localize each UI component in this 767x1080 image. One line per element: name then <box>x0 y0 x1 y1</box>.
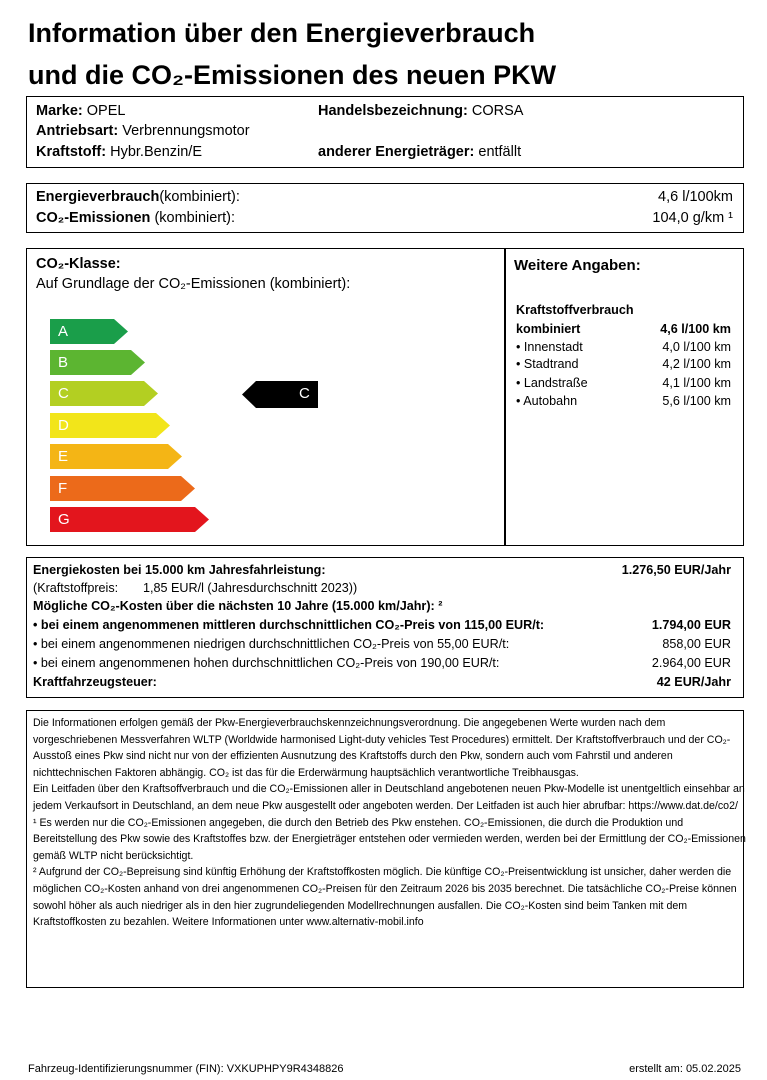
co2-kosten-heading: Mögliche CO₂-Kosten über die nächsten 10 Jahre (15.000 km/Jahr): ² <box>33 599 443 613</box>
co2-class-subheading: Auf Grundlage der CO₂-Emissionen (kombiniert): <box>36 276 351 292</box>
kraftstoffverbrauch-heading: Kraftstoffverbrauch <box>516 303 634 317</box>
class-label-g: G <box>58 511 70 528</box>
energiekosten-value: 1.276,50 EUR/Jahr <box>621 563 731 577</box>
anderer-label: anderer Energieträger: <box>318 144 475 160</box>
current-class-label: C <box>299 385 310 402</box>
anderer-value: entfällt <box>478 144 522 160</box>
erstellt-label: erstellt am: <box>629 1063 683 1075</box>
co2-value: 104,0 g/km ¹ <box>652 210 733 226</box>
antrieb-row <box>36 123 250 139</box>
page-title <box>28 12 556 96</box>
class-label-b: B <box>58 354 69 371</box>
landstrasse-value: 4,1 l/100 km <box>662 376 731 390</box>
co2-label: CO₂-Emissionen <box>36 210 151 226</box>
steuer-label: Kraftfahrzeugsteuer: <box>33 675 157 689</box>
marke-value: OPEL <box>86 103 126 119</box>
class-label-f: F <box>58 480 68 497</box>
handel-row <box>318 103 523 119</box>
kombiniert-value: 4,6 l/100 km <box>660 322 731 336</box>
autobahn-label: • Autobahn <box>516 394 578 408</box>
co2-row <box>36 210 235 226</box>
erstellt-row <box>629 1063 741 1075</box>
co2-class-heading: CO₂-Klasse: <box>36 256 121 272</box>
antrieb-label: Antriebsart: <box>36 123 119 139</box>
stadtrand-value: 4,2 l/100 km <box>662 357 731 371</box>
fin-row <box>28 1063 343 1075</box>
box-divider <box>504 248 506 546</box>
note-paragraph-3: ¹ Es werden nur die CO₂-Emissionen angegeben, die durch den Betrieb des Pkw enstehen. CO₂-Emissionen, die durch die Produktion und Bereitstellung des Pkw sowie des Kraftstoffes bzw. der Energieträger entstehen oder vermieden werden, werden bei der Ermittlung der CO₂-Emissionen gemäß WLTP nicht berücksichtigt. <box>33 816 746 862</box>
current-class-indicator <box>242 381 318 408</box>
erstellt-value: 05.02.2025 <box>685 1063 741 1075</box>
energie-row <box>36 189 240 205</box>
kraftstoff-label: Kraftstoff: <box>36 144 107 160</box>
mittel-value: 1.794,00 EUR <box>651 618 731 632</box>
energie-value: 4,6 l/100km <box>658 189 733 205</box>
handel-label: Handelsbezeichnung: <box>318 103 468 119</box>
note-paragraph-4: ² Aufgrund der CO₂-Bepreisung sind künftig Erhöhung der Kraftstoffkosten möglich. Die künftige CO₂-Preisentwicklung ist unsicher, daher werden die möglichen CO₂-Kosten anhand von drei angenommenen CO₂-Preisen für den Zeitraum 2026 bis 2035 berechnet. Die tatsächliche CO₂-Preise können sowohl höher als auch niedriger als in den hier zugrundeliegenden Modellrechnungen ausfallen. Die CO₂-Kosten sind beim Tanken mit dem Kraftstoffkosten zu bezahlen. Weitere Informationen unter www.alternativ-mobil.info <box>33 866 737 929</box>
landstrasse-label: • Landstraße <box>516 376 588 390</box>
hoch-label: • bei einem angenommenen hohen durchschnittlichen CO₂-Preis von 190,00 EUR/t: <box>33 656 500 670</box>
niedrig-value: 858,00 EUR <box>662 637 731 651</box>
class-label-a: A <box>58 323 69 340</box>
hoch-value: 2.964,00 EUR <box>651 656 731 670</box>
marke-row <box>36 103 125 119</box>
innenstadt-label: • Innenstadt <box>516 340 583 354</box>
title-line-2: und die CO₂-Emissionen des neuen PKW <box>28 60 557 90</box>
title-line-1: Information über den Energieverbrauch <box>28 18 536 48</box>
innenstadt-value: 4,0 l/100 km <box>662 340 731 354</box>
kraftstoff-value: Hybr.Benzin/E <box>110 144 202 160</box>
class-label-c: C <box>58 385 69 402</box>
energie-label: Energieverbrauch <box>36 189 160 205</box>
energie-suffix: (kombiniert): <box>159 189 240 205</box>
class-label-d: D <box>58 417 69 434</box>
energiekosten-label: Energiekosten bei 15.000 km Jahresfahrleistung: <box>33 563 326 577</box>
kraftstoffpreis-label: (Kraftstoffpreis: <box>33 581 119 595</box>
steuer-value: 42 EUR/Jahr <box>656 675 731 689</box>
kraftstoffpreis-value: 1,85 EUR/l (Jahresdurchschnitt 2023)) <box>143 581 358 595</box>
note-paragraph-2: Ein Leitfaden über den Kraftsoffverbrauch und die CO₂-Emissionen aller in Deutschland angebotenen neuen Pkw-Modelle ist unentgeltlich einsehbar an jedem Verkaufsort in Deutschland, an dem neue Pkw ausgestellt oder angeboten werden. Der Leitfaden ist auch hier abrufbar: https://www.dat.de/co2/ <box>33 783 745 812</box>
marke-label: Marke: <box>36 103 83 119</box>
fin-label: Fahrzeug-Identifizierungsnummer (FIN): <box>28 1063 224 1075</box>
antrieb-value: Verbrennungsmotor <box>122 123 250 139</box>
autobahn-value: 5,6 l/100 km <box>662 394 731 408</box>
note-paragraph-1: Die Informationen erfolgen gemäß der Pkw-Energieverbrauchskennzeichnungsverordnung. Die angegebenen Werte wurden nach dem vorgeschriebenen Messverfahren WLTP (Worldwide harmonised Light-duty vehicles Test Procedures) ermittelt. Der Kraftstoffverbrauch und der CO₂-Ausstoß eines Pkw sind nicht nur von der effizienten Ausnutzung des Kraftstoffs durch den Pkw, sondern auch vom Fahrstil und anderen nichttechnischen Faktoren abhängig. CO₂ ist das für die Erderwärmung hauptsächlich verantwortliche Treibhausgas. <box>33 717 731 779</box>
mittel-label: • bei einem angenommenen mittleren durchschnittlichen CO₂-Preis von 115,00 EUR/t: <box>33 618 545 632</box>
stadtrand-label: • Stadtrand <box>516 357 579 371</box>
kombiniert-label: kombiniert <box>516 322 581 336</box>
notes-text <box>33 715 747 931</box>
handel-value: CORSA <box>471 103 524 119</box>
kraftstoff-row <box>36 144 202 160</box>
anderer-row <box>318 144 521 160</box>
co2-suffix: (kombiniert): <box>154 210 236 226</box>
niedrig-label: • bei einem angenommenen niedrigen durchschnittlichen CO₂-Preis von 55,00 EUR/t: <box>33 637 510 651</box>
fin-value: VXKUPHPY9R4348826 <box>226 1063 344 1075</box>
class-label-e: E <box>58 448 69 465</box>
weitere-heading: Weitere Angaben: <box>514 257 641 274</box>
